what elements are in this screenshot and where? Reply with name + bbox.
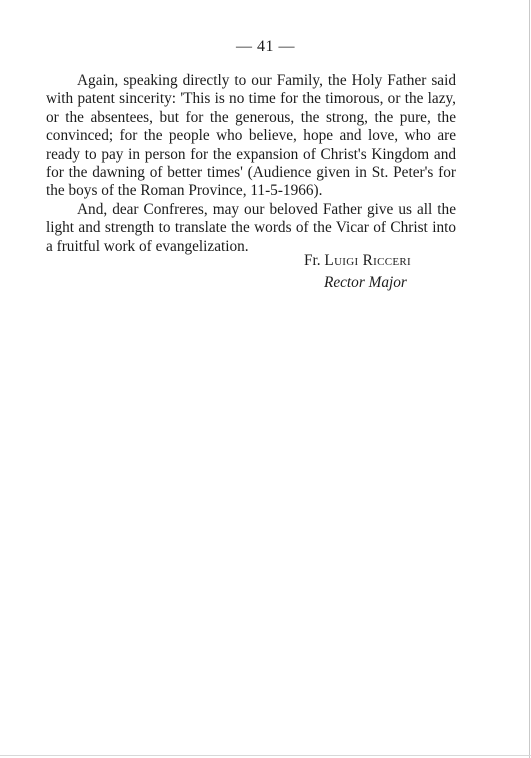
signature-name-text: Luigi Ricceri [324,252,411,269]
paragraph-holy-father-quote: Again, speaking directly to our Family, the Holy Father said with patent sincerity: 'This is no time for the timorous, or the lazy, or the absentees, but for the generous, the strong, the pure, the convinced; for the people who believe, hope and love, who are ready to pay in person for the expansion of Christ's Kingdom and for the dawning of better times' (Audience given in St. Peter's for the boys of the Roman Province, 11-5-1966). [46,72,456,200]
scan-edge-line-right [529,0,530,758]
signature-name [304,252,411,269]
page-number: — 41 — [236,38,295,55]
signature-block [304,252,411,293]
letter-body [46,72,456,256]
signature-prefix: Fr. [304,252,321,269]
signature-title: Rector Major [324,274,407,292]
scan-edge-line-bottom [0,755,531,756]
paragraph-closing-wish: And, dear Confreres, may our beloved Father give us all the light and strength to translate the words of the Vicar of Christ into a fruitful work of evangelization. [46,200,456,255]
